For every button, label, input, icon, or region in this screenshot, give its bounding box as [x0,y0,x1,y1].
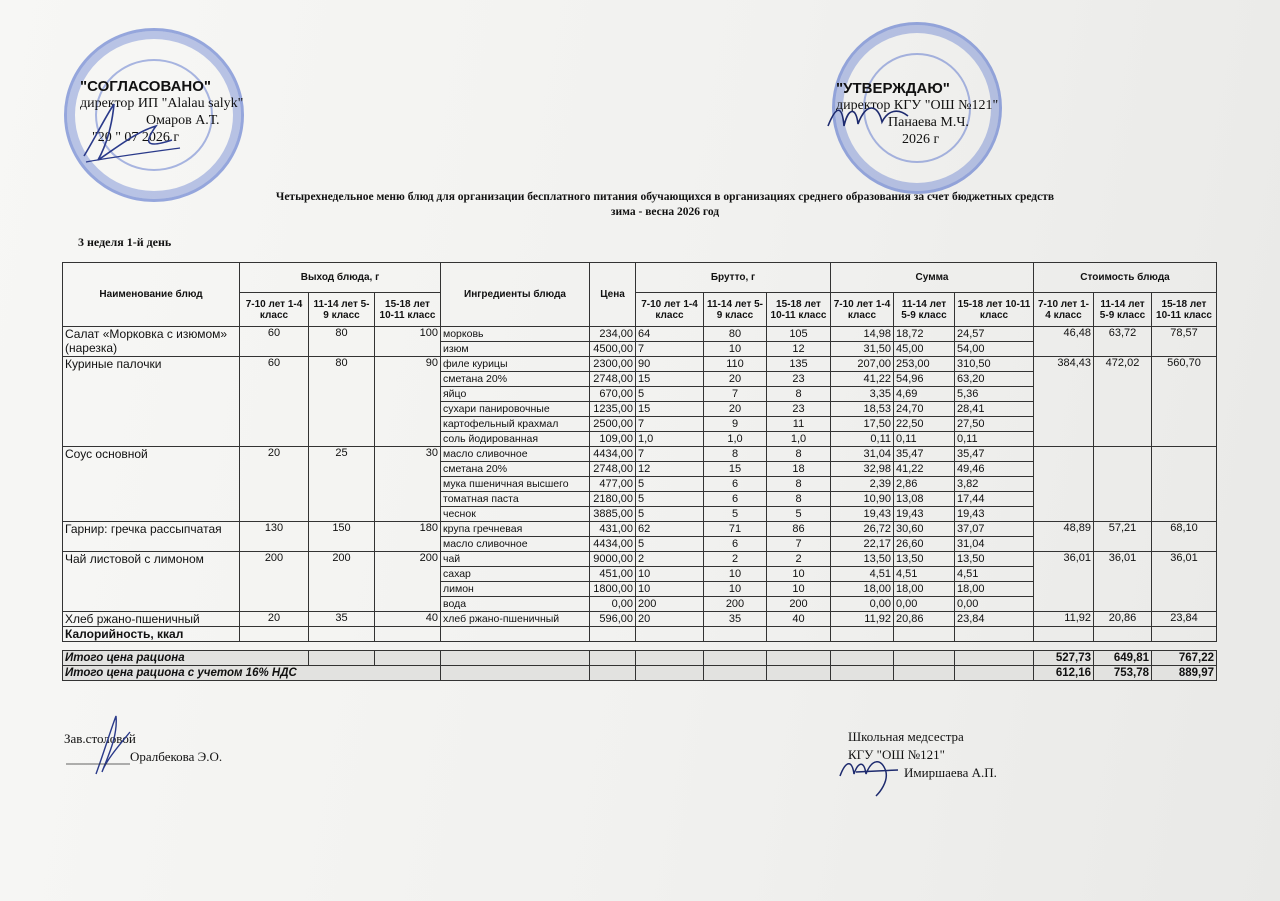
signature-right [822,96,912,146]
menu-table [62,262,1217,681]
gross-age-2-cell: 7 [704,387,767,402]
ingredient-cell: сметана 20% [441,372,590,387]
sum-age-2-cell: 13,50 [894,552,955,567]
sum-age-1-cell: 18,00 [831,582,894,597]
price-cell: 670,00 [590,387,636,402]
approval-left-name: Омаров А.Т. [146,113,220,128]
sum-age-2-cell: 4,51 [894,567,955,582]
output-age-3-cell: 30 [375,447,441,522]
cost-age-2-cell: 472,02 [1094,357,1152,447]
gross-age-3-cell: 7 [767,537,831,552]
ingredient-cell: масло сливочное [441,447,590,462]
price-cell: 477,00 [590,477,636,492]
table-row [63,612,1217,627]
menu-body [63,327,1217,627]
sum-age-1-cell: 4,51 [831,567,894,582]
total-age-3: 767,22 [1152,651,1217,666]
gross-age-1-cell: 5 [636,477,704,492]
ingredient-cell: мука пшеничная высшего [441,477,590,492]
price-cell: 0,00 [590,597,636,612]
total-label: Итого цена рациона [63,651,309,666]
sum-age-1-cell: 19,43 [831,507,894,522]
sum-age-1-cell: 0,00 [831,597,894,612]
table-row [63,357,1217,372]
sum-age-1-cell: 10,90 [831,492,894,507]
output-age-1-cell: 130 [240,522,309,552]
sum-age-2-cell: 0,00 [894,597,955,612]
sum-age-3-cell: 19,43 [955,507,1034,522]
ingredient-cell: чай [441,552,590,567]
sum-age-1-cell: 0,11 [831,432,894,447]
ingredient-cell: вода [441,597,590,612]
price-cell: 2180,00 [590,492,636,507]
output-age-1-cell: 60 [240,357,309,447]
title-line-2: зима - весна 2026 год [610,206,720,218]
sum-age-2-cell: 4,69 [894,387,955,402]
cost-age-2-cell [1094,447,1152,522]
footer-right-role: Школьная медсестра [848,729,964,744]
gross-age-2-cell: 8 [704,447,767,462]
sum-age-2-cell: 253,00 [894,357,955,372]
header-dish-name: Наименование блюд [63,263,240,327]
price-cell: 3885,00 [590,507,636,522]
gross-age-3-cell: 5 [767,507,831,522]
gross-age-2-cell: 6 [704,492,767,507]
gross-age-2-cell: 6 [704,537,767,552]
table-row [63,552,1217,567]
cost-age-1-cell: 11,92 [1034,612,1094,627]
ingredient-cell: чеснок [441,507,590,522]
output-age-1-cell: 20 [240,612,309,627]
sum-age-3-cell: 49,46 [955,462,1034,477]
gross-age-2-cell: 5 [704,507,767,522]
approval-right-position: директор КГУ "ОШ №121" [836,98,999,113]
sum-age-3-cell: 3,82 [955,477,1034,492]
cost-age-1-cell: 384,43 [1034,357,1094,447]
dish-name-cell: Хлеб ржано-пшеничный [63,612,240,627]
gross-age-2-cell: 110 [704,357,767,372]
footer-left-role: Зав.столовой [64,731,136,746]
gross-age-3-cell: 86 [767,522,831,537]
sum-age-3-cell: 37,07 [955,522,1034,537]
output-age-2-cell: 150 [309,522,375,552]
cost-age-2-cell: 63,72 [1094,327,1152,357]
sum-age-3-cell: 4,51 [955,567,1034,582]
footer-right-org: КГУ "ОШ №121" [848,747,945,762]
header-output: Выход блюда, г [240,263,441,293]
gross-age-3-cell: 135 [767,357,831,372]
ingredient-cell: сухари панировочные [441,402,590,417]
gross-age-3-cell: 8 [767,387,831,402]
approval-left-position: директор ИП "Alalau salyk" [80,96,244,111]
gross-age-3-cell: 200 [767,597,831,612]
sum-age-3-cell: 13,50 [955,552,1034,567]
sum-age-3-cell: 63,20 [955,372,1034,387]
sum-age-2-cell: 2,86 [894,477,955,492]
gross-age-2-cell: 200 [704,597,767,612]
gross-age-2-cell: 20 [704,402,767,417]
sum-age-2-cell: 30,60 [894,522,955,537]
sum-age-1-cell: 17,50 [831,417,894,432]
signature-footer-left [66,712,136,778]
footer-right-name: Имиршаева А.П. [904,765,997,780]
ingredient-cell: крупа гречневая [441,522,590,537]
gross-age-1-cell: 5 [636,537,704,552]
gross-age-2-cell: 35 [704,612,767,627]
price-cell: 2300,00 [590,357,636,372]
gross-age-1-cell: 64 [636,327,704,342]
ingredient-cell: томатная паста [441,492,590,507]
gross-age-2-cell: 6 [704,477,767,492]
price-cell: 2748,00 [590,372,636,387]
header-age-3: 15-18 лет 10-11 класс [955,293,1034,327]
gross-age-3-cell: 2 [767,552,831,567]
sum-age-1-cell: 31,50 [831,342,894,357]
gross-age-1-cell: 7 [636,417,704,432]
sum-age-2-cell: 0,11 [894,432,955,447]
gross-age-3-cell: 40 [767,612,831,627]
approval-right-date: 2026 г [902,132,940,147]
gross-age-2-cell: 10 [704,567,767,582]
header-age-3: 15-18 лет 10-11 класс [375,293,441,327]
gross-age-1-cell: 90 [636,357,704,372]
output-age-2-cell: 200 [309,552,375,612]
header-price: Цена [590,263,636,327]
header-age-2: 11-14 лет 5-9 класс [894,293,955,327]
price-cell: 4434,00 [590,447,636,462]
sum-age-2-cell: 18,72 [894,327,955,342]
ingredient-cell: морковь [441,327,590,342]
cost-age-1-cell: 48,89 [1034,522,1094,552]
gross-age-2-cell: 1,0 [704,432,767,447]
dish-name-cell: Салат «Морковка с изюмом» (нарезка) [63,327,240,357]
ingredient-cell: изюм [441,342,590,357]
gross-age-3-cell: 11 [767,417,831,432]
gross-age-2-cell: 9 [704,417,767,432]
gross-age-3-cell: 10 [767,567,831,582]
sum-age-1-cell: 31,04 [831,447,894,462]
gross-age-1-cell: 15 [636,402,704,417]
signature-footer-right [836,752,906,798]
signature-left [76,96,186,166]
approval-right-name: Панаева М.Ч. [888,115,969,130]
gross-age-2-cell: 2 [704,552,767,567]
sum-age-3-cell: 310,50 [955,357,1034,372]
gross-age-2-cell: 80 [704,327,767,342]
price-cell: 2500,00 [590,417,636,432]
sum-age-1-cell: 3,35 [831,387,894,402]
gross-age-1-cell: 10 [636,567,704,582]
sum-age-3-cell: 5,36 [955,387,1034,402]
header-age-3: 15-18 лет 10-11 класс [767,293,831,327]
total-vat-age-3: 889,97 [1152,666,1217,681]
gross-age-1-cell: 7 [636,447,704,462]
week-label: 3 неделя 1-й день [78,235,172,249]
ingredient-cell: филе курицы [441,357,590,372]
footer-left-name: Оралбекова Э.О. [130,749,223,764]
gross-age-2-cell: 10 [704,342,767,357]
sum-age-2-cell: 45,00 [894,342,955,357]
price-cell: 234,00 [590,327,636,342]
sum-age-3-cell: 31,04 [955,537,1034,552]
gross-age-3-cell: 18 [767,462,831,477]
total-age-1: 527,73 [1034,651,1094,666]
sum-age-1-cell: 14,98 [831,327,894,342]
output-age-3-cell: 180 [375,522,441,552]
price-cell: 9000,00 [590,552,636,567]
document-title [150,190,1180,220]
output-age-1-cell: 20 [240,447,309,522]
header-age-1: 7-10 лет 1-4 класс [240,293,309,327]
total-vat-age-1: 612,16 [1034,666,1094,681]
sum-age-3-cell: 35,47 [955,447,1034,462]
output-age-2-cell: 35 [309,612,375,627]
sum-age-3-cell: 28,41 [955,402,1034,417]
gross-age-3-cell: 8 [767,447,831,462]
header-cost: Стоимость блюда [1034,263,1217,293]
table-row [63,447,1217,462]
ingredient-cell: яйцо [441,387,590,402]
sum-age-2-cell: 22,50 [894,417,955,432]
gross-age-3-cell: 1,0 [767,432,831,447]
output-age-1-cell: 60 [240,327,309,357]
dish-name-cell: Гарнир: гречка рассыпчатая [63,522,240,552]
cost-age-3-cell: 560,70 [1152,357,1217,447]
cost-age-3-cell [1152,447,1217,522]
price-cell: 1800,00 [590,582,636,597]
sum-age-2-cell: 35,47 [894,447,955,462]
sum-age-1-cell: 18,53 [831,402,894,417]
gross-age-1-cell: 12 [636,462,704,477]
output-age-2-cell: 25 [309,447,375,522]
header-sum: Сумма [831,263,1034,293]
ingredient-cell: соль йодированная [441,432,590,447]
output-age-2-cell: 80 [309,327,375,357]
gross-age-1-cell: 5 [636,387,704,402]
output-age-3-cell: 40 [375,612,441,627]
ingredient-cell: лимон [441,582,590,597]
dish-name-cell: Куриные палочки [63,357,240,447]
table-row [63,522,1217,537]
approval-left-heading: "СОГЛАСОВАНО" [80,78,212,95]
sum-age-1-cell: 2,39 [831,477,894,492]
header-age-1: 7-10 лет 1-4 класс [636,293,704,327]
sum-age-3-cell: 18,00 [955,582,1034,597]
sum-age-2-cell: 19,43 [894,507,955,522]
output-age-1-cell: 200 [240,552,309,612]
header-age-1: 7-10 лет 1-4 класс [1034,293,1094,327]
sum-age-2-cell: 18,00 [894,582,955,597]
cost-age-3-cell: 36,01 [1152,552,1217,612]
header-gross: Брутто, г [636,263,831,293]
gross-age-1-cell: 1,0 [636,432,704,447]
ingredient-cell: сахар [441,567,590,582]
price-cell: 1235,00 [590,402,636,417]
sum-age-3-cell: 23,84 [955,612,1034,627]
gross-age-3-cell: 23 [767,402,831,417]
gross-age-1-cell: 5 [636,507,704,522]
sum-age-1-cell: 22,17 [831,537,894,552]
price-cell: 431,00 [590,522,636,537]
dish-name-cell: Соус основной [63,447,240,522]
sum-age-1-cell: 13,50 [831,552,894,567]
price-cell: 109,00 [590,432,636,447]
approval-right-heading: "УТВЕРЖДАЮ" [836,80,950,97]
sum-age-3-cell: 17,44 [955,492,1034,507]
gross-age-1-cell: 2 [636,552,704,567]
gross-age-1-cell: 200 [636,597,704,612]
gross-age-1-cell: 15 [636,372,704,387]
total-age-2: 649,81 [1094,651,1152,666]
sum-age-1-cell: 26,72 [831,522,894,537]
sum-age-3-cell: 54,00 [955,342,1034,357]
gross-age-1-cell: 7 [636,342,704,357]
output-age-2-cell: 80 [309,357,375,447]
total-vat-label: Итого цена рациона с учетом 16% НДС [63,666,441,681]
gross-age-3-cell: 8 [767,477,831,492]
sum-age-3-cell: 27,50 [955,417,1034,432]
sum-age-2-cell: 20,86 [894,612,955,627]
ingredient-cell: масло сливочное [441,537,590,552]
gross-age-1-cell: 20 [636,612,704,627]
ingredient-cell: хлеб ржано-пшеничный [441,612,590,627]
header-ingredients: Ингредиенты блюда [441,263,590,327]
gross-age-2-cell: 10 [704,582,767,597]
sum-age-3-cell: 24,57 [955,327,1034,342]
gross-age-2-cell: 20 [704,372,767,387]
gross-age-1-cell: 10 [636,582,704,597]
gross-age-1-cell: 5 [636,492,704,507]
total-vat-age-2: 753,78 [1094,666,1152,681]
header-age-1: 7-10 лет 1-4 класс [831,293,894,327]
sum-age-1-cell: 41,22 [831,372,894,387]
gross-age-1-cell: 62 [636,522,704,537]
title-line-1: Четырехнедельное меню блюд для организации бесплатного питания обучающихся в организациях среднего образования за счет бюджетных средств [275,191,1055,203]
cost-age-1-cell: 36,01 [1034,552,1094,612]
price-cell: 451,00 [590,567,636,582]
cost-age-2-cell: 57,21 [1094,522,1152,552]
gross-age-2-cell: 15 [704,462,767,477]
approval-left-date: "20 " 07 2026 г [92,130,180,145]
cost-age-1-cell: 46,48 [1034,327,1094,357]
header-age-2: 11-14 лет 5-9 класс [704,293,767,327]
gross-age-2-cell: 71 [704,522,767,537]
cost-age-3-cell: 68,10 [1152,522,1217,552]
output-age-3-cell: 90 [375,357,441,447]
ingredient-cell: сметана 20% [441,462,590,477]
sum-age-2-cell: 54,96 [894,372,955,387]
price-cell: 4434,00 [590,537,636,552]
price-cell: 2748,00 [590,462,636,477]
sum-age-3-cell: 0,11 [955,432,1034,447]
cost-age-2-cell: 36,01 [1094,552,1152,612]
sum-age-1-cell: 11,92 [831,612,894,627]
sum-age-1-cell: 32,98 [831,462,894,477]
table-row [63,327,1217,342]
cost-age-1-cell [1034,447,1094,522]
calories-label: Калорийность, ккал [63,627,240,642]
price-cell: 596,00 [590,612,636,627]
cost-age-3-cell: 23,84 [1152,612,1217,627]
cost-age-2-cell: 20,86 [1094,612,1152,627]
dish-name-cell: Чай листовой с лимоном [63,552,240,612]
gross-age-3-cell: 105 [767,327,831,342]
sum-age-2-cell: 26,60 [894,537,955,552]
output-age-3-cell: 200 [375,552,441,612]
gross-age-3-cell: 8 [767,492,831,507]
gross-age-3-cell: 12 [767,342,831,357]
cost-age-3-cell: 78,57 [1152,327,1217,357]
sum-age-2-cell: 24,70 [894,402,955,417]
sum-age-1-cell: 207,00 [831,357,894,372]
header-age-3: 15-18 лет 10-11 класс [1152,293,1217,327]
sum-age-2-cell: 13,08 [894,492,955,507]
gross-age-3-cell: 10 [767,582,831,597]
gross-age-3-cell: 23 [767,372,831,387]
output-age-3-cell: 100 [375,327,441,357]
ingredient-cell: картофельный крахмал [441,417,590,432]
sum-age-3-cell: 0,00 [955,597,1034,612]
header-age-2: 11-14 лет 5-9 класс [309,293,375,327]
sum-age-2-cell: 41,22 [894,462,955,477]
price-cell: 4500,00 [590,342,636,357]
header-age-2: 11-14 лет 5-9 класс [1094,293,1152,327]
